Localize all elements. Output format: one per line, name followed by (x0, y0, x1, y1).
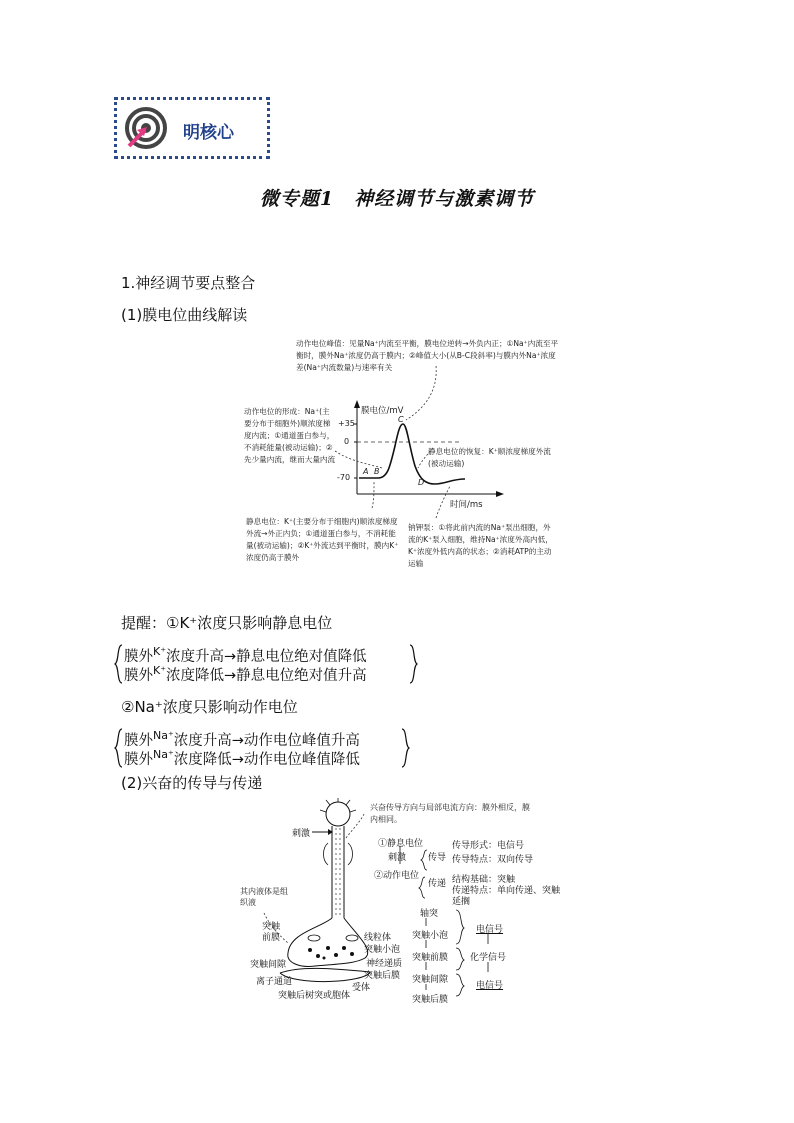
section-heading-1-2: (2)兴奋的传导与传递 (121, 774, 263, 792)
reminder-k-up: 膜外$^{K^+}$浓度升高→静息电位绝对值降低 (124, 645, 367, 665)
point-label-a: A (363, 467, 369, 476)
flow-step: 轴突 (420, 909, 439, 919)
x-axis-label: 时间/ms (450, 500, 483, 510)
label-transmission: 传递 (428, 879, 447, 889)
label-transmission-basis: 结构基础：突触 (452, 875, 516, 885)
label-conduction-feature: 传导特点：双向传导 (452, 855, 534, 865)
signal-label: 电信号 (476, 925, 504, 935)
right-brace-icon (400, 727, 410, 769)
label-transmitter: 神经递质 (366, 959, 403, 969)
label-ion-channel: 离子通道 (256, 977, 293, 987)
section-badge (114, 97, 270, 159)
tick-label: +35 (338, 419, 355, 428)
label-resting-potential: ①静息电位 (378, 839, 424, 849)
label-conduction-form: 传导形式：电信号 (452, 841, 525, 851)
flow-step: 突触前膜 (412, 953, 449, 963)
flow-step: 突触小泡 (412, 931, 449, 941)
label-post-body: 突触后树突或胞体 (278, 991, 351, 1001)
note-pump: 钠钾泵：①将此前内流的Na⁺泵出细胞，外流的K⁺泵入细胞，维持Na⁺浓度外高内低，K⁺浓度外低内高的状态；②消耗ATP的主动运输 (408, 523, 553, 568)
label-receptor: 受体 (352, 983, 371, 993)
note-peak: 动作电位峰值：见量Na⁺内流至平衡，膜电位逆转→外负内正；①Na⁺内流至平衡时，膜外Na⁺浓度仍高于膜内；②峰值大小(从B-C段斜率)与膜内外Na⁺浓度差(Na⁺内流数量)与速率有关 (296, 339, 559, 372)
signal-label: 化学信号 (470, 953, 507, 963)
label-mitochondria: 线粒体 (364, 933, 392, 943)
note-resting: 静息电位：K⁺(主要分布于细胞内)顺浓度梯度外流→外正内负；①通道蛋白参与，不消耗能量(被动运输)；②K⁺外流达到平衡时，膜内K⁺浓度仍高于膜外 (246, 517, 399, 562)
label-stimulus-2: 刺激 (388, 853, 407, 863)
point-label-d: D (418, 478, 425, 487)
page-title: 微专题1 神经调节与激素调节 (259, 188, 535, 210)
label-presynaptic: 突触前膜 (262, 922, 281, 943)
left-brace-icon (114, 727, 124, 769)
note-recovery: 静息电位的恢复：K⁺顺浓度梯度外流(被动运输) (428, 447, 551, 468)
reminder-k: 提醒：①K⁺浓度只影响静息电位 (121, 614, 333, 632)
tick-label: -70 (337, 473, 351, 482)
label-action-potential: ②动作电位 (374, 871, 420, 881)
right-brace-icon (408, 643, 418, 685)
y-axis-label: 膜电位/mV (361, 406, 404, 416)
tick-label: 0 (344, 437, 350, 446)
flow-step: 突触后膜 (412, 995, 449, 1005)
note-direction: 兴奋传导方向与局部电流方向：膜外相反，膜内相同。 (370, 803, 530, 824)
flow-step: 突触间隙 (412, 975, 449, 985)
label-cleft: 突触间隙 (250, 960, 287, 970)
section-heading-1: 1.神经调节要点整合 (121, 274, 256, 292)
signal-label: 电信号 (476, 981, 504, 991)
label-postsynaptic-membrane: 突触后膜 (364, 971, 401, 981)
label-stimulus: 刺激 (292, 829, 311, 839)
reminder-na-up: 膜外$^{Na^+}$浓度升高→动作电位峰值升高 (124, 729, 360, 749)
left-brace-icon (114, 643, 124, 685)
label-conduction: 传导 (428, 853, 447, 863)
point-label-c: C (398, 415, 404, 424)
neuron-synapse-figure (240, 798, 570, 1008)
membrane-potential-figure (240, 336, 560, 586)
badge-label: 明核心 (183, 123, 234, 143)
note-fluid: 其内液体是组织液 (240, 887, 288, 907)
reminder-k-down: 膜外$^{K^+}$浓度降低→静息电位绝对值升高 (124, 664, 367, 684)
point-label-b: B (374, 467, 380, 476)
note-formation: 动作电位的形成：Na⁺(主要分布于细胞外)顺浓度梯度内流；①通道蛋白参与，不消耗能量(被动运输)；②先少量内流，继而大量内流 (244, 407, 336, 464)
reminder-na: ②Na⁺浓度只影响动作电位 (121, 698, 298, 716)
label-transmission-feature: 传递特点：单向传递、突触延搁 (452, 886, 561, 907)
section-heading-1-1: (1)膜电位曲线解读 (121, 306, 248, 324)
target-arrow-icon (123, 106, 169, 150)
label-vesicle: 突触小泡 (364, 945, 401, 955)
reminder-na-down: 膜外$^{Na^+}$浓度降低→动作电位峰值降低 (124, 748, 360, 768)
